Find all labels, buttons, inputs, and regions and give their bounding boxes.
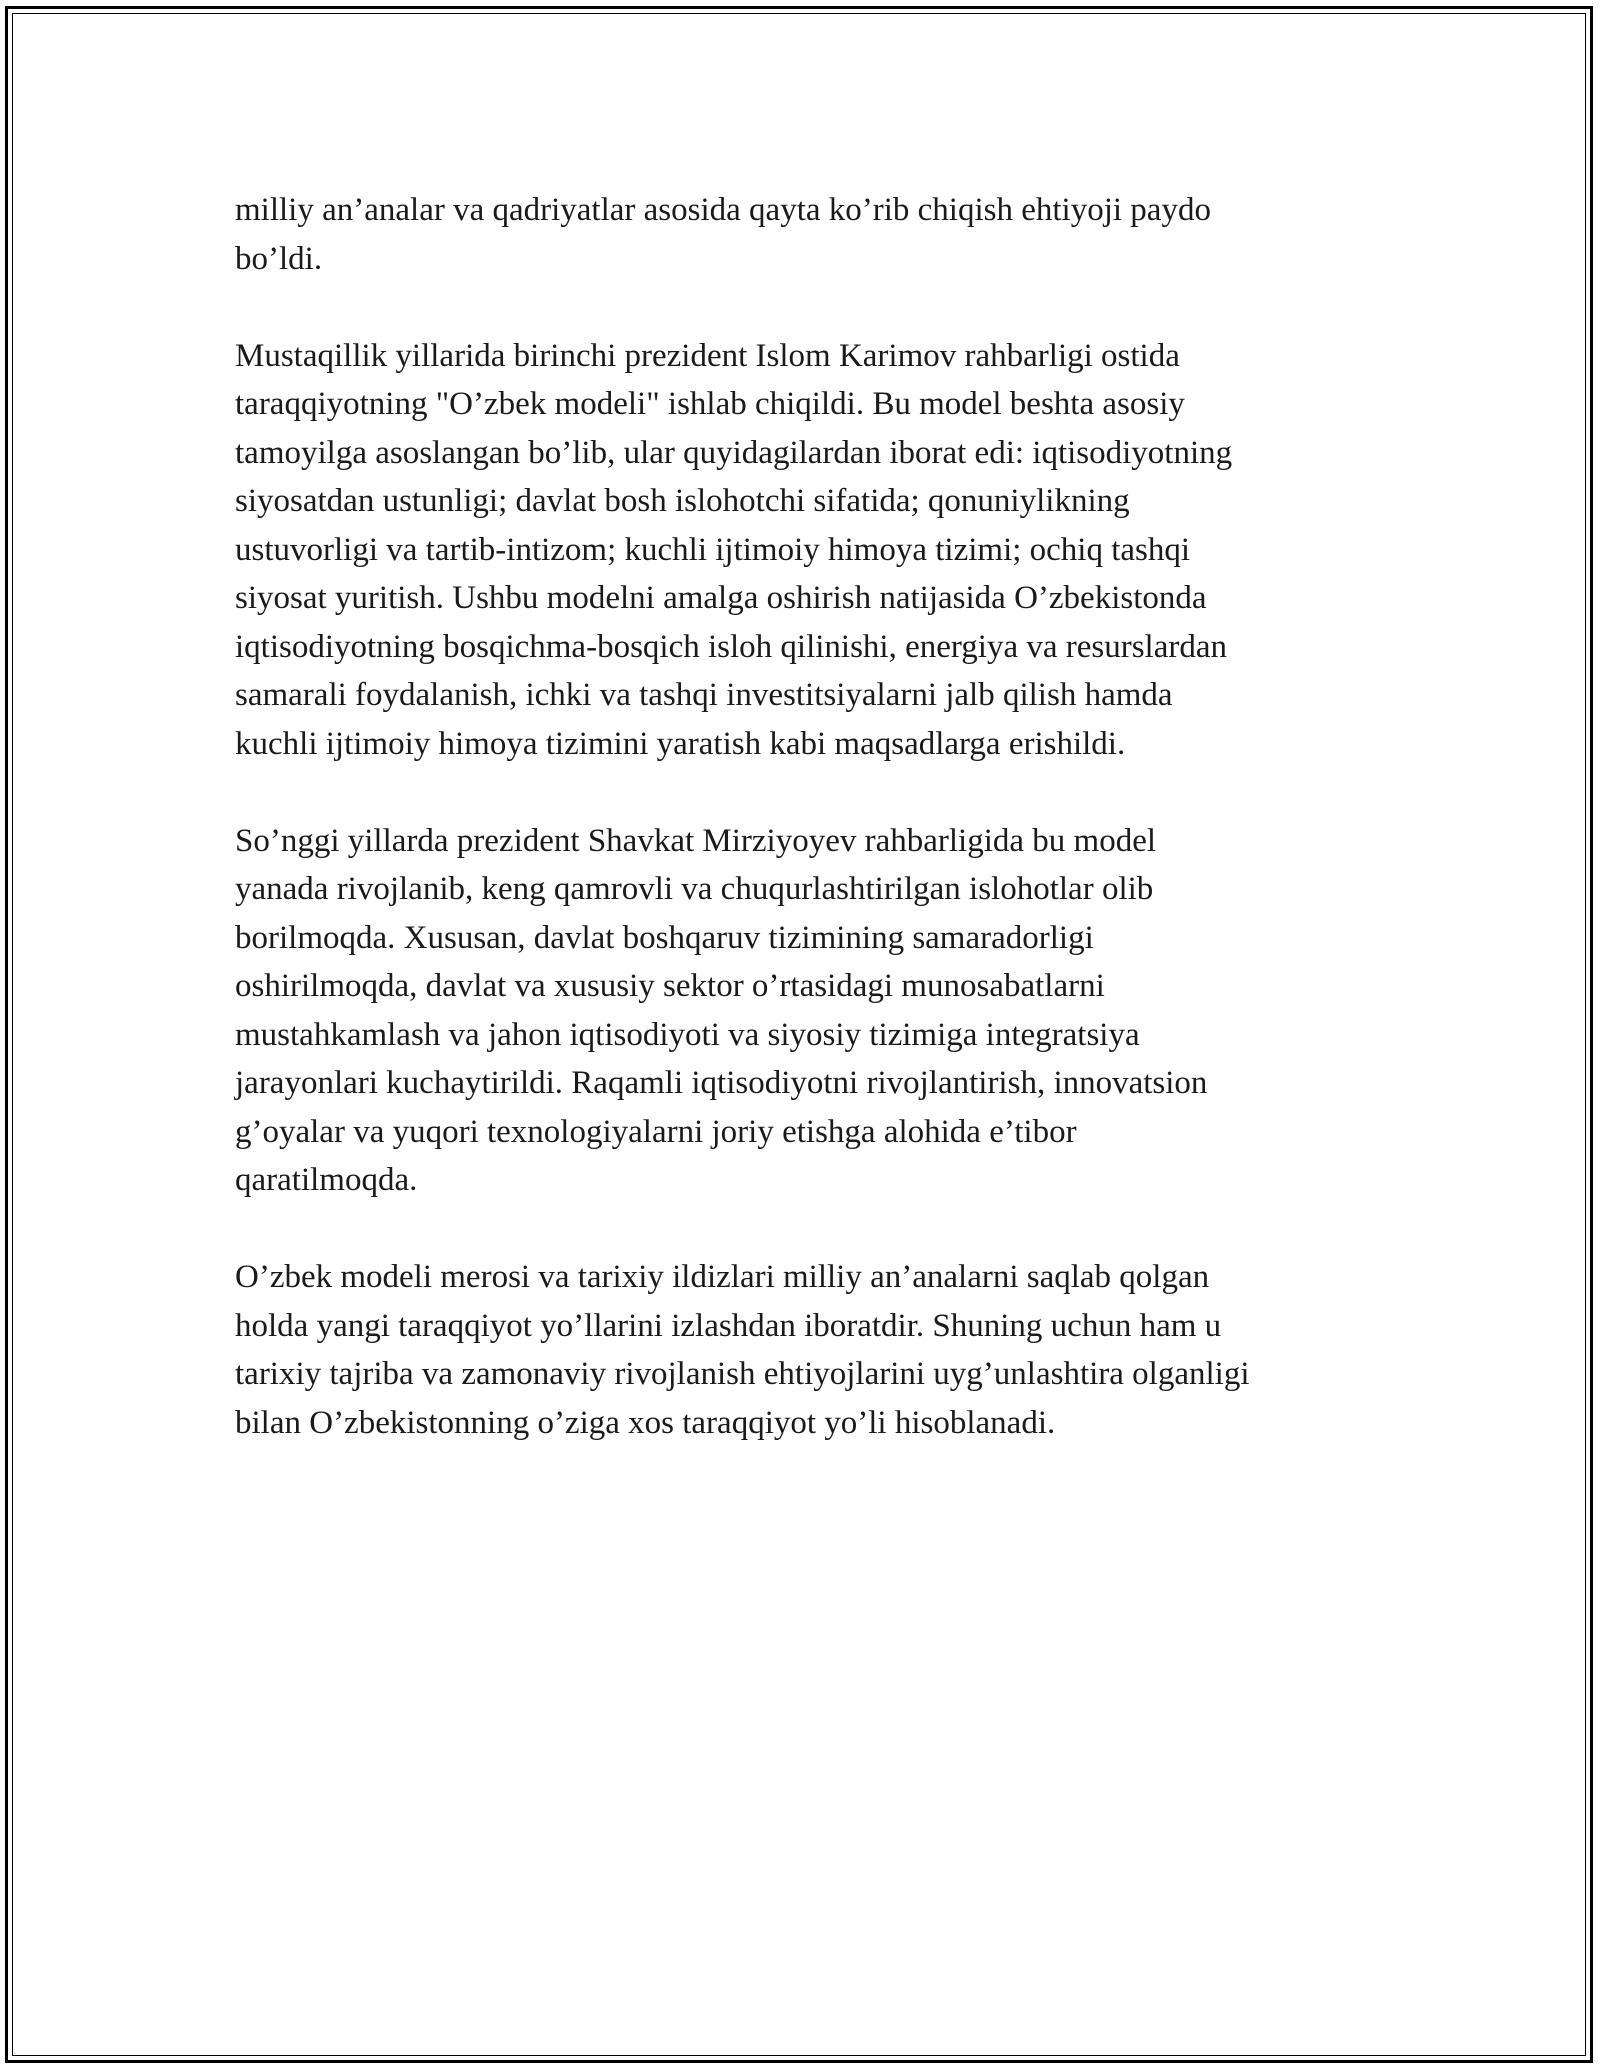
paragraph-2 (235, 332, 1375, 769)
document-body (235, 186, 1375, 1496)
text-line: Mustaqillik yillarida birinchi prezident Islom Karimov rahbarligi ostida (235, 337, 1180, 374)
text-line: g’oyalar va yuqori texnologiyalarni joriy etishga alohida e’tibor (235, 1113, 1077, 1150)
text-line: ustuvorligi va tartib-intizom; kuchli ijtimoiy himoya tizimi; ochiq tashqi (235, 531, 1191, 568)
text-line: O’zbek modeli merosi va tarixiy ildizlari milliy an’analarni saqlab qolgan (235, 1259, 1210, 1295)
text-line: siyosat yuritish. Ushbu modelni amalga oshirish natijasida O’zbekistonda (235, 580, 1207, 616)
paragraph-3 (235, 817, 1375, 1205)
text-line: tamoyilga asoslangan bo’lib, ular quyidagilardan iborat edi: iqtisodiyotning (235, 434, 1233, 471)
text-line: taraqqiyotning "O’zbek modeli" ishlab chiqildi. Bu model beshta asosiy (235, 386, 1185, 422)
text-line: bilan O’zbekistonning o’ziga xos taraqqiyot yo’li hisoblanadi. (235, 1404, 1056, 1441)
text-line: bo’ldi. (235, 240, 323, 277)
text-line: milliy an’analar va qadriyatlar asosida qayta ko’rib chiqish ehtiyoji paydo (235, 192, 1211, 228)
text-line: borilmoqda. Xususan, davlat boshqaruv tizimining samaradorligi (235, 919, 1094, 956)
text-line: holda yangi taraqqiyot yo’llarini izlashdan iboratdir. Shuning uchun ham u (235, 1307, 1222, 1344)
text-line: So’nggi yillarda prezident Shavkat Mirziyoyev rahbarligida bu model (235, 822, 1157, 859)
paragraph-1 (235, 186, 1375, 283)
text-line: siyosatdan ustunligi; davlat bosh islohotchi sifatida; qonuniylikning (235, 483, 1130, 519)
paragraph-4 (235, 1253, 1375, 1447)
text-line: tarixiy tajriba va zamonaviy rivojlanish ehtiyojlarini uyg’unlashtira olganligi (235, 1356, 1250, 1392)
text-line: qaratilmoqda. (235, 1162, 418, 1198)
text-line: oshirilmoqda, davlat va xususiy sektor o’rtasidagi munosabatlarni (235, 968, 1105, 1004)
text-line: kuchli ijtimoiy himoya tizimini yaratish kabi maqsadlarga erishildi. (235, 725, 1126, 762)
text-line: samarali foydalanish, ichki va tashqi investitsiyalarni jalb qilish hamda (235, 677, 1173, 713)
text-line: yanada rivojlanib, keng qamrovli va chuqurlashtirilgan islohotlar olib (235, 871, 1154, 907)
text-line: mustahkamlash va jahon iqtisodiyoti va siyosiy tizimiga integratsiya (235, 1016, 1140, 1053)
text-line: iqtisodiyotning bosqichma-bosqich isloh qilinishi, energiya va resurslardan (235, 628, 1227, 665)
text-line: jarayonlari kuchaytirildi. Raqamli iqtisodiyotni rivojlantirish, innovatsion (235, 1065, 1208, 1101)
